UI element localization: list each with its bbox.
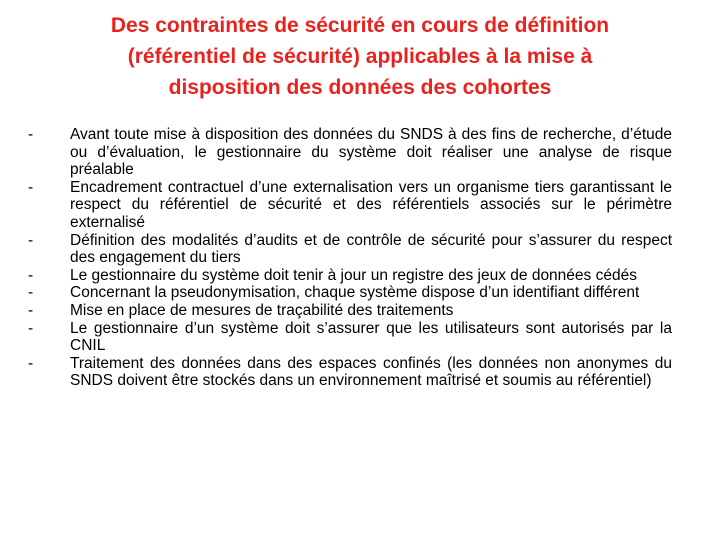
bullet-item — [28, 355, 672, 390]
bullet-marker: - — [28, 354, 34, 372]
bullet-text: Définition des modalités d’audits et de contrôle de sécurité pour s’assurer du respect des engagement du tiers — [70, 231, 672, 267]
bullet-item — [28, 302, 672, 320]
slide-title-line: (référentiel de sécurité) applicables à la mise à — [127, 45, 593, 68]
bullet-marker: - — [28, 231, 34, 249]
bullet-marker: - — [28, 301, 34, 319]
bullet-item — [28, 284, 672, 302]
bullet-text: Avant toute mise à disposition des données du SNDS à des fins de recherche, d’étude ou d’évaluation, le gestionnaire du système doit réaliser une analyse de risque préalable — [70, 126, 672, 179]
bullet-marker: - — [28, 284, 34, 302]
bullet-marker: - — [28, 126, 34, 143]
bullet-text: Concernant la pseudonymisation, chaque système dispose d’un identifiant différent — [70, 284, 640, 302]
slide-title — [40, 10, 680, 103]
bullet-text: Traitement des données dans des espaces confinés (les données non anonymes du SNDS doivent être stockés dans un environnement maîtrisé et soumis au référentiel) — [70, 354, 672, 390]
bullet-list — [28, 126, 672, 390]
bullet-marker: - — [28, 319, 34, 337]
bullet-text: Le gestionnaire d’un système doit s’assurer que les utilisateurs sont autorisés par la CNIL — [70, 319, 672, 355]
bullet-text: Le gestionnaire du système doit tenir à jour un registre des jeux de données cédés — [70, 266, 637, 284]
bullet-item — [28, 320, 672, 355]
bullet-marker: - — [28, 178, 34, 196]
bullet-item — [28, 232, 672, 267]
bullet-item — [28, 179, 672, 232]
slide-title-line: Des contraintes de sécurité en cours de définition — [110, 14, 610, 37]
bullet-item — [28, 126, 672, 179]
bullet-marker: - — [28, 266, 34, 284]
slide-title-line: disposition des données des cohortes — [168, 76, 552, 99]
bullet-text: Encadrement contractuel d’une externalisation vers un organisme tiers garantissant le respect du référentiel de sécurité et des référentiels associés sur le périmètre externalisé — [70, 178, 672, 231]
bullet-text: Mise en place de mesures de traçabilité des traitements — [70, 301, 454, 319]
bullet-item — [28, 267, 672, 285]
